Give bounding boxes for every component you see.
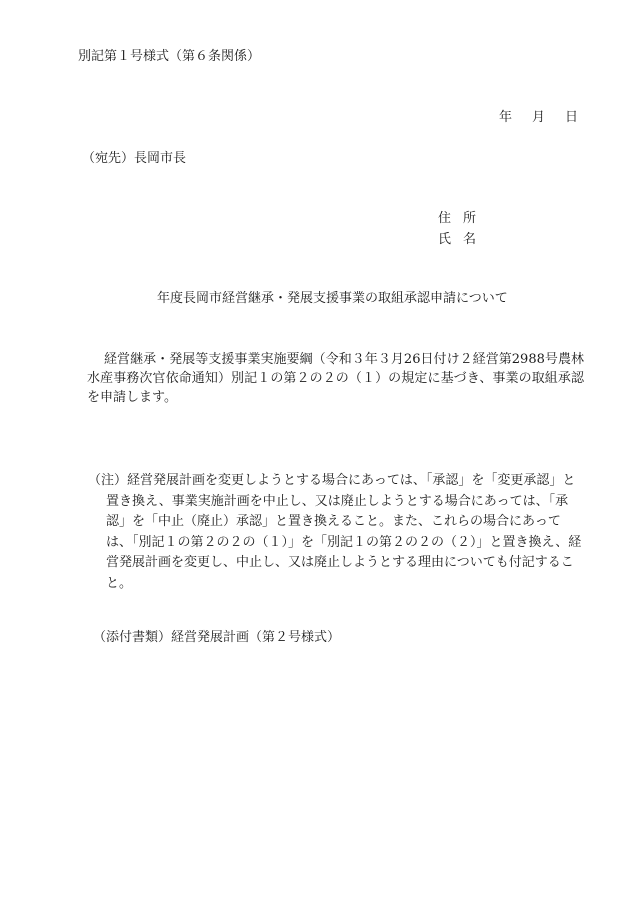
note-text: 経営発展計画を変更しようとする場合にあっては、「承認」を「変更承認」と置き換え、事業実施計画を中止し、又は廃止しようとする場合にあっては、「承認」を「中止（廃止）承認」と置き換えること。また、これらの場合にあっては、「別記１の第２の２の（１）」を「別記１の第２の２の（２）」と置き換え、経営発展計画を変更し、中止し、又は廃止しようとする理由についても付記すること。 [106, 473, 582, 591]
addressee: （宛先）長岡市長 [82, 151, 187, 166]
date-year: 年 [499, 110, 513, 125]
date-day: 日 [565, 110, 579, 125]
form-number-label: 別記第１号様式（第６条関係） [78, 49, 261, 64]
address-label: 住所 [438, 211, 489, 226]
attachment-line: （添付書類）経営発展計画（第２号様式） [93, 630, 341, 645]
note-label: （注） [88, 473, 128, 488]
date-month: 月 [532, 110, 546, 125]
date-line [499, 110, 578, 126]
note-block [88, 471, 585, 594]
body-paragraph: 経営継承・発展等支援事業実施要綱（令和３年３月26日付け２経営第2988号農林水産事務次官依命通知）別記１の第２の２の（１）の規定に基づき、事業の取組承認を申請します。 [87, 352, 584, 405]
name-label: 氏名 [438, 232, 489, 247]
document-title: 年度長岡市経営継承・発展支援事業の取組承認申請について [157, 291, 508, 306]
